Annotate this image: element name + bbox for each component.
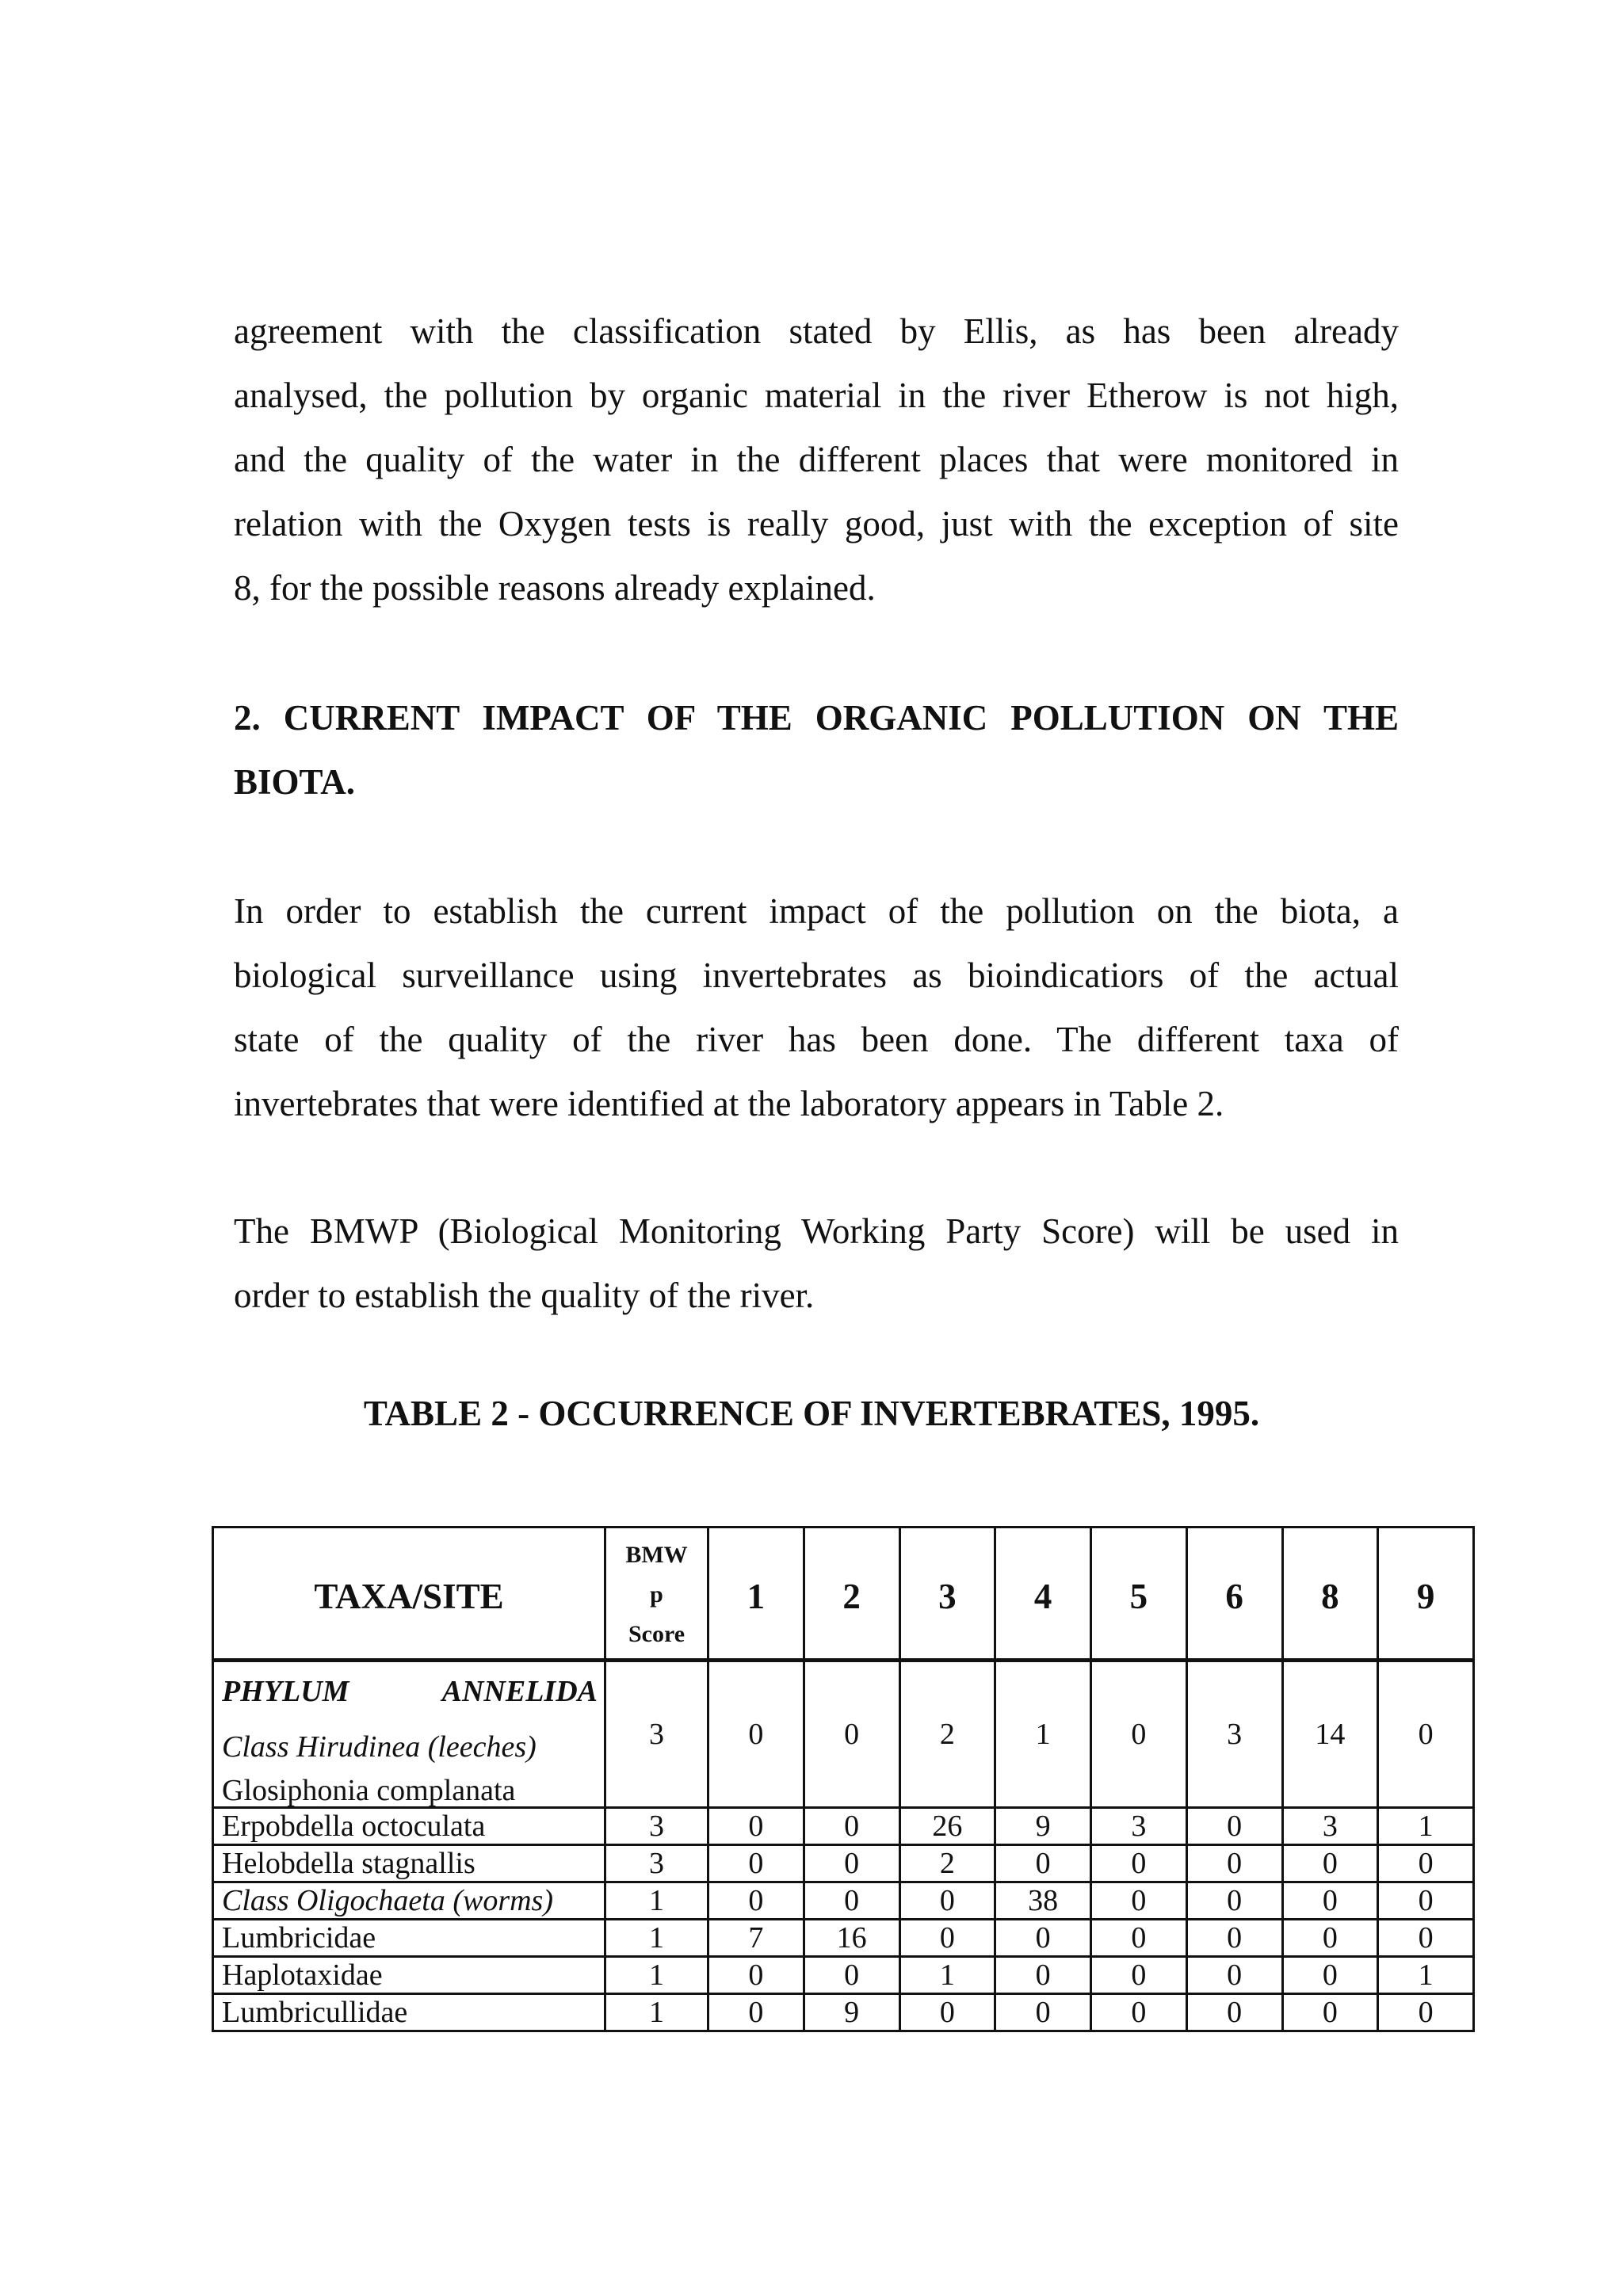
site-value: 9 (995, 1808, 1091, 1845)
header-site: 2 (804, 1527, 899, 1661)
site-value: 3 (1091, 1808, 1187, 1845)
table-row (213, 1661, 1474, 1808)
site-value: 0 (1378, 1845, 1474, 1882)
site-value: 0 (1186, 1994, 1282, 2031)
text-line: agreement with the classification stated by Ellis, as has been already (234, 311, 1399, 351)
table-row (213, 1808, 1474, 1845)
paragraph-biological-surveillance (234, 879, 1399, 1136)
taxon-name: Lumbricullidae (213, 1994, 605, 2031)
header-bmwp-score (605, 1527, 708, 1661)
site-value: 2 (899, 1661, 995, 1808)
site-value: 0 (1282, 1920, 1378, 1957)
site-value: 0 (1378, 1882, 1474, 1920)
bmwp-value: 1 (605, 1920, 708, 1957)
text-line: 8, for the possible reasons already explained. (234, 568, 876, 608)
site-value: 0 (708, 1845, 804, 1882)
site-value: 0 (995, 1994, 1091, 2031)
site-value: 0 (708, 1661, 804, 1808)
site-value: 0 (804, 1845, 899, 1882)
site-value: 0 (995, 1957, 1091, 1994)
site-value: 0 (899, 1920, 995, 1957)
site-value: 2 (899, 1845, 995, 1882)
text-line: state of the quality of the river has been done. The different taxa of (234, 1020, 1399, 1059)
site-value: 0 (708, 1994, 804, 2031)
table-header-row (213, 1527, 1474, 1661)
site-value: 0 (1091, 1845, 1187, 1882)
site-value: 0 (1186, 1920, 1282, 1957)
phylum-word: ANNELIDA (441, 1675, 598, 1708)
bmwp-value: 3 (605, 1808, 708, 1845)
site-value: 0 (1282, 1882, 1378, 1920)
text-line: relation with the Oxygen tests is really good, just with the exception of site (234, 504, 1399, 543)
header-site: 5 (1091, 1527, 1187, 1661)
site-value: 1 (1378, 1957, 1474, 1994)
site-value: 16 (804, 1920, 899, 1957)
site-value: 26 (899, 1808, 995, 1845)
site-value: 0 (899, 1994, 995, 2031)
text-line: biological surveillance using invertebrates as bioindicatiors of the actual (234, 955, 1399, 995)
site-value: 0 (804, 1957, 899, 1994)
group-cell (213, 1661, 605, 1808)
bmwp-value: 1 (605, 1882, 708, 1920)
site-value: 0 (804, 1661, 899, 1808)
table-row (213, 1994, 1474, 2031)
bmwp-value: 3 (605, 1661, 708, 1808)
site-value: 0 (708, 1957, 804, 1994)
heading-line: BIOTA. (234, 762, 355, 802)
text-line: The BMWP (Biological Monitoring Working Party Score) will be used in (234, 1211, 1399, 1251)
taxon-name: Glosiphonia complanata (222, 1774, 516, 1807)
bmwp-value: 1 (605, 1994, 708, 2031)
site-value: 0 (1378, 1920, 1474, 1957)
site-value: 0 (1186, 1882, 1282, 1920)
taxon-name: Class Oligochaeta (worms) (213, 1882, 605, 1920)
site-value: 0 (1378, 1994, 1474, 2031)
text-line: and the quality of the water in the different places that were monitored in (234, 440, 1399, 479)
table-row (213, 1957, 1474, 1994)
site-value: 0 (1091, 1882, 1187, 1920)
bmwp-value: 1 (605, 1957, 708, 1994)
site-value: 0 (1282, 1994, 1378, 2031)
text-line: order to establish the quality of the river. (234, 1276, 815, 1315)
header-site: 6 (1186, 1527, 1282, 1661)
header-taxa-site: TAXA/SITE (213, 1527, 605, 1661)
site-value: 0 (1091, 1920, 1187, 1957)
bmwp-value: 3 (605, 1845, 708, 1882)
paragraph-water-quality (234, 299, 1399, 620)
site-value: 3 (1282, 1808, 1378, 1845)
header-bmwp-line: BMW (625, 1542, 688, 1568)
site-value: 0 (1186, 1808, 1282, 1845)
table-row (213, 1882, 1474, 1920)
header-site: 1 (708, 1527, 804, 1661)
invertebrates-table (212, 1526, 1475, 2032)
section-heading (234, 686, 1399, 814)
site-value: 9 (804, 1994, 899, 2031)
site-value: 0 (1282, 1845, 1378, 1882)
header-site: 3 (899, 1527, 995, 1661)
header-bmwp-line: p (650, 1581, 663, 1608)
taxon-name: Helobdella stagnallis (213, 1845, 605, 1882)
site-value: 0 (708, 1882, 804, 1920)
table-title: TABLE 2 - OCCURRENCE OF INVERTEBRATES, 1995. (363, 1394, 1260, 1433)
site-value: 3 (1186, 1661, 1282, 1808)
site-value: 0 (708, 1808, 804, 1845)
site-value: 0 (1186, 1845, 1282, 1882)
site-value: 0 (995, 1845, 1091, 1882)
site-value: 14 (1282, 1661, 1378, 1808)
site-value: 0 (1282, 1957, 1378, 1994)
site-value: 0 (1091, 1661, 1187, 1808)
site-value: 0 (804, 1882, 899, 1920)
site-value: 0 (995, 1920, 1091, 1957)
paragraph-bmwp (234, 1199, 1399, 1328)
header-site: 8 (1282, 1527, 1378, 1661)
site-value: 38 (995, 1882, 1091, 1920)
heading-line: 2. CURRENT IMPACT OF THE ORGANIC POLLUTION ON THE (234, 698, 1399, 738)
site-value: 0 (899, 1882, 995, 1920)
site-value: 1 (995, 1661, 1091, 1808)
header-bmwp-line: Score (628, 1621, 685, 1647)
header-site: 4 (995, 1527, 1091, 1661)
table-row (213, 1845, 1474, 1882)
site-value: 0 (1186, 1957, 1282, 1994)
table-row (213, 1920, 1474, 1957)
site-value: 0 (1378, 1661, 1474, 1808)
site-value: 1 (1378, 1808, 1474, 1845)
site-value: 1 (899, 1957, 995, 1994)
text-line: invertebrates that were identified at the laboratory appears in Table 2. (234, 1084, 1224, 1123)
class-label: Class Hirudinea (leeches) (222, 1730, 537, 1764)
taxon-name: Erpobdella octoculata (213, 1808, 605, 1845)
taxon-name: Haplotaxidae (213, 1957, 605, 1994)
phylum-word: PHYLUM (222, 1675, 349, 1708)
taxon-name: Lumbricidae (213, 1920, 605, 1957)
site-value: 0 (804, 1808, 899, 1845)
phylum-label (222, 1664, 598, 1719)
header-site: 9 (1378, 1527, 1474, 1661)
site-value: 7 (708, 1920, 804, 1957)
text-line: analysed, the pollution by organic material in the river Etherow is not high, (234, 376, 1399, 415)
site-value: 0 (1091, 1957, 1187, 1994)
text-line: In order to establish the current impact of the pollution on the biota, a (234, 891, 1399, 931)
site-value: 0 (1091, 1994, 1187, 2031)
